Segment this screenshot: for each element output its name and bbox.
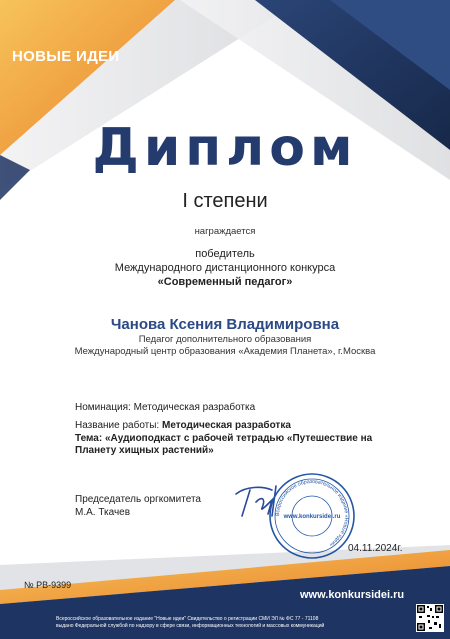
- recipient-position: Педагог дополнительного образования: [138, 334, 312, 345]
- footer-legal: [56, 616, 396, 630]
- stamp-ring-text: Всероссийское образовательное издание «Новые идеи»: [274, 478, 350, 548]
- work-theme: Тема: «Аудиоподкаст с рабочей тетрадью «Путешествие на Планету хищных растений»: [75, 433, 373, 456]
- footer-line-2: выдано Федеральной службой по надзору в сфере связи, информационных технологий и массовых коммуникаций: [56, 623, 325, 629]
- awarded-text: награждается: [194, 226, 256, 237]
- issue-date: 04.11.2024г.: [348, 543, 403, 554]
- chairman-name: М.А. Ткачев: [75, 507, 131, 518]
- diploma-number: № РВ-9399: [24, 580, 72, 590]
- nomination-text: Номинация: Методическая разработка: [75, 402, 256, 413]
- work-title-line: [75, 420, 385, 432]
- recipient-name: Чанова Ксения Владимировна: [110, 316, 340, 333]
- contest-name: «Современный педагог»: [157, 276, 293, 288]
- website-link[interactable]: www.konkursidei.ru: [300, 589, 405, 601]
- brand-logo: НОВЫЕ ИДЕИ: [12, 48, 120, 65]
- official-stamp: [268, 472, 356, 560]
- work-label: Название работы:: [75, 420, 162, 431]
- chairman-label: Председатель оргкомитета: [75, 494, 201, 505]
- diploma-title: Диплом: [92, 118, 358, 178]
- footer-line-1: Всероссийское образовательное издание "Новые идеи" Свидетельство о регистрации СМИ ЭЛ № ФС 77 - 71108: [56, 616, 319, 622]
- winner-text: победитель: [195, 248, 255, 260]
- stamp-center-text: www.konkursidei.ru: [283, 514, 341, 520]
- work-title: Методическая разработка: [161, 420, 291, 431]
- recipient-organization: Международный центр образования «Академия Планета», г.Москва: [74, 346, 376, 357]
- contest-line: Международного дистанционного конкурса: [114, 262, 336, 274]
- diploma-degree: I степени: [182, 190, 268, 212]
- qr-code-icon: [416, 604, 444, 632]
